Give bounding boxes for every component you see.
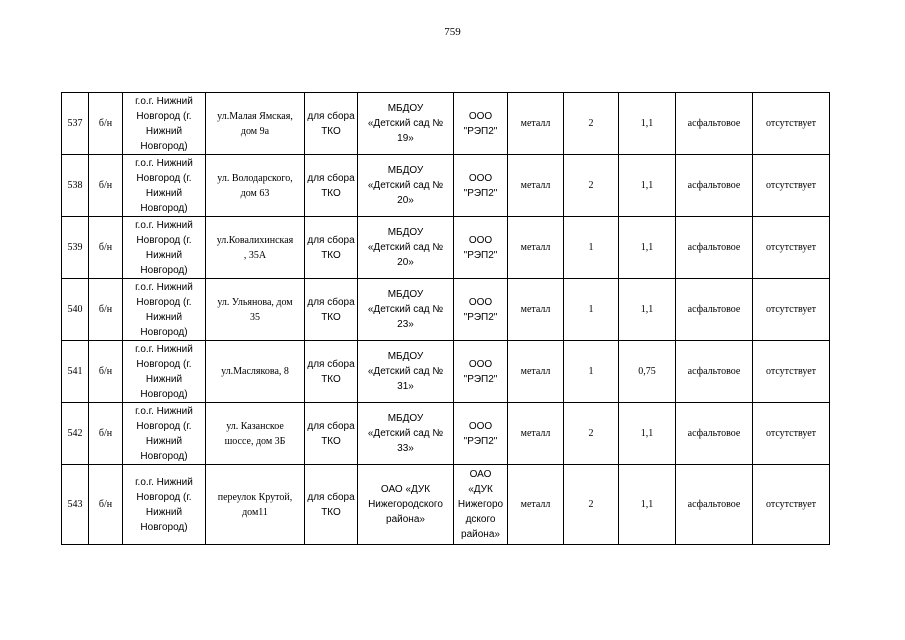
cell-district	[123, 279, 206, 341]
cell-purpose-line: для сбора	[307, 296, 355, 308]
cell-material: металл	[508, 93, 564, 155]
table-row	[62, 279, 830, 341]
cell-operator-line: "РЭП2"	[463, 311, 498, 323]
cell-district-line: г.о.г. Нижний	[135, 343, 193, 355]
cell-operator-line: дского	[465, 514, 496, 525]
cell-container-volume: 1,1	[619, 93, 676, 155]
cell-purpose	[305, 403, 358, 465]
cell-owner-line: Нижегородского	[368, 499, 443, 510]
cell-fence: отсутствует	[753, 93, 830, 155]
cell-address	[206, 279, 305, 341]
cell-operator	[454, 93, 508, 155]
cell-operator-line: "РЭП2"	[463, 125, 498, 137]
cell-district-line: Новгород)	[140, 521, 188, 533]
cell-purpose	[305, 217, 358, 279]
cell-address-line: ул.Маслякова, 8	[221, 366, 289, 377]
cell-district-line: г.о.г. Нижний	[135, 476, 193, 488]
cell-operator	[454, 465, 508, 545]
cell-district	[123, 341, 206, 403]
cell-district-line: г.о.г. Нижний	[135, 95, 193, 107]
table-body	[62, 93, 830, 545]
cell-purpose-line: ТКО	[321, 435, 341, 447]
cell-purpose-line: для сбора	[307, 110, 355, 122]
cell-address	[206, 341, 305, 403]
table-row	[62, 465, 830, 545]
cell-purpose-line: для сбора	[307, 420, 355, 432]
cell-container-volume: 0,75	[619, 341, 676, 403]
cell-purpose	[305, 93, 358, 155]
cell-district-line: Нижний	[145, 506, 183, 518]
cell-container-volume: 1,1	[619, 217, 676, 279]
cell-container-count: 2	[564, 93, 619, 155]
cell-purpose-line: для сбора	[307, 172, 355, 184]
cell-address-line: ул.Ковалихинская	[216, 234, 294, 246]
cell-container-count: 2	[564, 403, 619, 465]
cell-purpose	[305, 279, 358, 341]
cell-owner-line: 20»	[397, 257, 414, 268]
cell-address-line: ул. Казанское	[226, 420, 284, 432]
table-row	[62, 217, 830, 279]
cell-address-line: дом 9а	[240, 125, 270, 137]
cell-address-line: 35	[250, 311, 260, 323]
cell-purpose	[305, 341, 358, 403]
cell-operator-line: «ДУК	[468, 484, 493, 495]
cell-district-line: Новгород (г.	[136, 491, 192, 503]
cell-district-line: Новгород)	[140, 326, 188, 338]
cell-operator-line: ООО	[468, 296, 493, 308]
cell-address-line: ул.Малая Ямская,	[217, 110, 293, 122]
cell-owner-line: 20»	[397, 195, 414, 206]
cell-fence: отсутствует	[753, 465, 830, 545]
table-row	[62, 93, 830, 155]
cell-material: металл	[508, 341, 564, 403]
cell-purpose-line: ТКО	[321, 373, 341, 385]
cell-district-line: г.о.г. Нижний	[135, 281, 193, 293]
cell-operator	[454, 279, 508, 341]
cell-district-line: г.о.г. Нижний	[135, 219, 193, 231]
cell-district-line: Новгород)	[140, 264, 188, 276]
cell-owner	[358, 93, 454, 155]
cell-operator-line: "РЭП2"	[463, 435, 498, 447]
cell-purpose-line: для сбора	[307, 234, 355, 246]
cell-purpose	[305, 465, 358, 545]
cell-district-line: Нижний	[145, 187, 183, 199]
cell-owner-line: 33»	[397, 443, 414, 454]
cell-district-line: Новгород)	[140, 202, 188, 214]
cell-fence: отсутствует	[753, 279, 830, 341]
cell-district-line: Новгород)	[140, 450, 188, 462]
cell-registry-number: б/н	[89, 217, 123, 279]
cell-district-line: Новгород (г.	[136, 172, 192, 184]
cell-operator-line: ООО	[468, 234, 493, 246]
cell-owner-line: района»	[386, 514, 425, 525]
cell-district-line: г.о.г. Нижний	[135, 157, 193, 169]
cell-purpose-line: для сбора	[307, 358, 355, 370]
cell-owner-line: МБДОУ	[387, 227, 424, 238]
cell-operator-line: "РЭП2"	[463, 373, 498, 385]
cell-operator-line: ОАО	[469, 469, 492, 480]
cell-operator-line: ООО	[468, 110, 493, 122]
cell-district-line: Новгород)	[140, 140, 188, 152]
table-row	[62, 341, 830, 403]
cell-purpose-line: ТКО	[321, 187, 341, 199]
cell-material: металл	[508, 217, 564, 279]
cell-operator-line: ООО	[468, 420, 493, 432]
table-row	[62, 403, 830, 465]
cell-number: 538	[62, 155, 89, 217]
cell-purpose	[305, 155, 358, 217]
page-number: 759	[444, 26, 461, 38]
cell-number: 541	[62, 341, 89, 403]
cell-number: 539	[62, 217, 89, 279]
cell-fence: отсутствует	[753, 341, 830, 403]
cell-address-line: шоссе, дом 3Б	[224, 435, 286, 447]
cell-district-line: Новгород)	[140, 388, 188, 400]
cell-district-line: Новгород (г.	[136, 296, 192, 308]
cell-district-line: Нижний	[145, 373, 183, 385]
cell-district-line: Новгород (г.	[136, 420, 192, 432]
cell-operator-line: ООО	[468, 358, 493, 370]
cell-number: 543	[62, 465, 89, 545]
cell-district	[123, 155, 206, 217]
cell-material: металл	[508, 465, 564, 545]
cell-owner	[358, 279, 454, 341]
cell-address	[206, 465, 305, 545]
cell-container-volume: 1,1	[619, 403, 676, 465]
cell-district	[123, 93, 206, 155]
cell-fence: отсутствует	[753, 155, 830, 217]
cell-district-line: Нижний	[145, 249, 183, 261]
cell-surface: асфальтовое	[676, 341, 753, 403]
cell-operator-line: "РЭП2"	[463, 249, 498, 261]
cell-address	[206, 217, 305, 279]
cell-owner-line: МБДОУ	[387, 413, 424, 424]
cell-purpose-line: для сбора	[307, 491, 355, 503]
cell-operator-line: Нижегоро	[457, 499, 504, 510]
cell-surface: асфальтовое	[676, 155, 753, 217]
cell-purpose-line: ТКО	[321, 506, 341, 518]
cell-district-line: Новгород (г.	[136, 358, 192, 370]
table-row	[62, 155, 830, 217]
cell-address-line: переулок Крутой,	[217, 491, 293, 503]
cell-owner	[358, 403, 454, 465]
cell-owner	[358, 217, 454, 279]
cell-operator	[454, 403, 508, 465]
cell-owner	[358, 155, 454, 217]
cell-district-line: Нижний	[145, 435, 183, 447]
cell-owner-line: МБДОУ	[387, 165, 424, 176]
cell-surface: асфальтовое	[676, 279, 753, 341]
cell-operator-line: района»	[461, 529, 500, 540]
cell-container-count: 2	[564, 155, 619, 217]
cell-registry-number: б/н	[89, 155, 123, 217]
cell-owner-line: МБДОУ	[387, 289, 424, 300]
cell-address-line: дом11	[242, 506, 268, 518]
cell-owner-line: «Детский сад №	[367, 242, 444, 253]
cell-number: 542	[62, 403, 89, 465]
cell-surface: асфальтовое	[676, 217, 753, 279]
cell-fence: отсутствует	[753, 217, 830, 279]
cell-owner-line: «Детский сад №	[367, 180, 444, 191]
cell-purpose-line: ТКО	[321, 125, 341, 137]
cell-owner-line: 19»	[397, 133, 414, 144]
cell-registry-number: б/н	[89, 403, 123, 465]
cell-district-line: Новгород (г.	[136, 234, 192, 246]
cell-purpose-line: ТКО	[321, 311, 341, 323]
cell-number: 537	[62, 93, 89, 155]
cell-owner-line: «Детский сад №	[367, 118, 444, 129]
cell-operator-line: ООО	[468, 172, 493, 184]
cell-address	[206, 93, 305, 155]
cell-operator	[454, 341, 508, 403]
cell-owner-line: МБДОУ	[387, 351, 424, 362]
cell-registry-number: б/н	[89, 279, 123, 341]
cell-registry-number: б/н	[89, 93, 123, 155]
cell-owner	[358, 341, 454, 403]
cell-container-volume: 1,1	[619, 279, 676, 341]
cell-address-line: , 35А	[243, 249, 267, 261]
cell-container-count: 1	[564, 341, 619, 403]
cell-container-volume: 1,1	[619, 155, 676, 217]
cell-owner-line: 31»	[397, 381, 414, 392]
cell-district	[123, 465, 206, 545]
cell-material: металл	[508, 155, 564, 217]
cell-district-line: Новгород (г.	[136, 110, 192, 122]
cell-fence: отсутствует	[753, 403, 830, 465]
cell-district-line: Нижний	[145, 125, 183, 137]
cell-owner-line: «Детский сад №	[367, 428, 444, 439]
cell-district	[123, 403, 206, 465]
cell-material: металл	[508, 403, 564, 465]
cell-owner	[358, 465, 454, 545]
cell-surface: асфальтовое	[676, 403, 753, 465]
registry-table	[61, 92, 830, 545]
cell-purpose-line: ТКО	[321, 249, 341, 261]
cell-owner-line: 23»	[397, 319, 414, 330]
cell-number: 540	[62, 279, 89, 341]
cell-address-line: ул. Ульянова, дом	[217, 296, 293, 308]
cell-owner-line: МБДОУ	[387, 103, 424, 114]
cell-container-count: 2	[564, 465, 619, 545]
cell-operator-line: "РЭП2"	[463, 187, 498, 199]
cell-district	[123, 217, 206, 279]
cell-operator	[454, 155, 508, 217]
cell-address-line: дом 63	[240, 187, 270, 199]
cell-registry-number: б/н	[89, 341, 123, 403]
cell-owner-line: ОАО «ДУК	[380, 484, 431, 495]
cell-registry-number: б/н	[89, 465, 123, 545]
cell-district-line: Нижний	[145, 311, 183, 323]
cell-owner-line: «Детский сад №	[367, 366, 444, 377]
cell-material: металл	[508, 279, 564, 341]
cell-operator	[454, 217, 508, 279]
cell-surface: асфальтовое	[676, 93, 753, 155]
cell-address	[206, 155, 305, 217]
cell-address-line: ул. Володарского,	[217, 172, 293, 184]
cell-surface: асфальтовое	[676, 465, 753, 545]
cell-container-volume: 1,1	[619, 465, 676, 545]
cell-address	[206, 403, 305, 465]
cell-district-line: г.о.г. Нижний	[135, 405, 193, 417]
cell-container-count: 1	[564, 217, 619, 279]
cell-owner-line: «Детский сад №	[367, 304, 444, 315]
cell-container-count: 1	[564, 279, 619, 341]
